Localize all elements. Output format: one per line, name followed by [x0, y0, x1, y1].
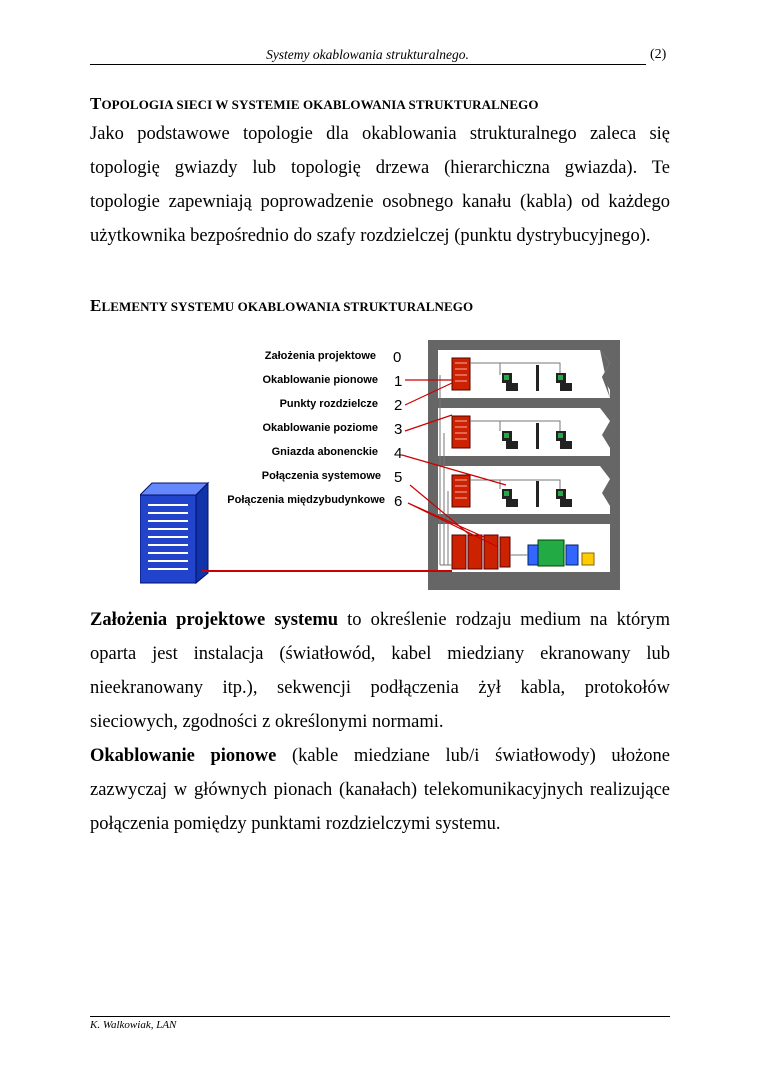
- para-text: (kable miedziane lub/i światłowody) ułożone zazwyczaj w głównych pionach (kanałach) telekomunikacyjnych realizujące połączenia pomiędzy punktami rozdzielczymi systemu.: [90, 746, 670, 834]
- label-3: Okablowanie poziome: [262, 422, 378, 434]
- section-heading-topology: [90, 94, 539, 114]
- label-5: Połączenia systemowe: [261, 470, 381, 482]
- page-number: (2): [650, 47, 667, 62]
- topology-paragraph: Jako podstawowe topologie dla okablowania strukturalnego zaleca się topologię gwiazdy lub topologię drzewa (hierarchiczna gwiazda). Te topologie zapewniają poprowadzenie osobnego kanału (kabla) od każdego użytkownika bezpośrednio do szafy rozdzielczej (punktu dystrybucyjnego).: [90, 124, 670, 246]
- floor-rack-icons: [452, 358, 470, 507]
- vertical-cabling-paragraph: [90, 739, 670, 841]
- header-rule: [90, 64, 646, 65]
- num-0: 0: [393, 349, 402, 366]
- footer-rule: [90, 1016, 670, 1017]
- label-1: Okablowanie pionowe: [262, 374, 378, 386]
- label-2: Punkty rozdzielcze: [279, 398, 378, 410]
- diagram-labels: [227, 349, 402, 510]
- num-3: 3: [394, 421, 403, 438]
- num-2: 2: [394, 397, 403, 414]
- para-bold-term: Okablowanie pionowe: [90, 746, 277, 766]
- num-6: 6: [394, 493, 403, 510]
- heading-initial: E: [90, 296, 102, 315]
- cabling-diagram-svg: [140, 335, 620, 590]
- label-0: Założenia projektowe: [264, 350, 376, 362]
- design-assumptions-paragraph: [90, 603, 670, 739]
- heading-initial: T: [90, 94, 102, 113]
- num-1: 1: [394, 373, 403, 390]
- label-4: Gniazda abonenckie: [271, 446, 378, 458]
- label-6: Połączenia międzybudynkowe: [227, 494, 385, 506]
- server-icon: [140, 483, 208, 583]
- header-title: Systemy okablowania strukturalnego.: [266, 47, 469, 62]
- section-heading-elements: [90, 296, 473, 316]
- num-4: 4: [394, 445, 403, 462]
- para-bold-term: Założenia projektowe systemu: [90, 610, 339, 630]
- num-5: 5: [394, 469, 403, 486]
- para-text: to określenie rodzaju medium na którym oparta jest instalacja (światłowód, kabel miedziany ekranowany lub nieekranowany itp.), sekwencji podłączenia żył kabla, protokołów sieciowych, zgodności z określonymi normami.: [90, 610, 671, 732]
- cabling-diagram: [140, 335, 620, 590]
- heading-text: OPOLOGIA SIECI W SYSTEMIE OKABLOWANIA STRUKTURALNEGO: [101, 97, 539, 112]
- heading-text: LEMENTY SYSTEMU OKABLOWANIA STRUKTURALNEGO: [101, 299, 474, 314]
- footer-author: K. Walkowiak, LAN: [90, 1019, 177, 1031]
